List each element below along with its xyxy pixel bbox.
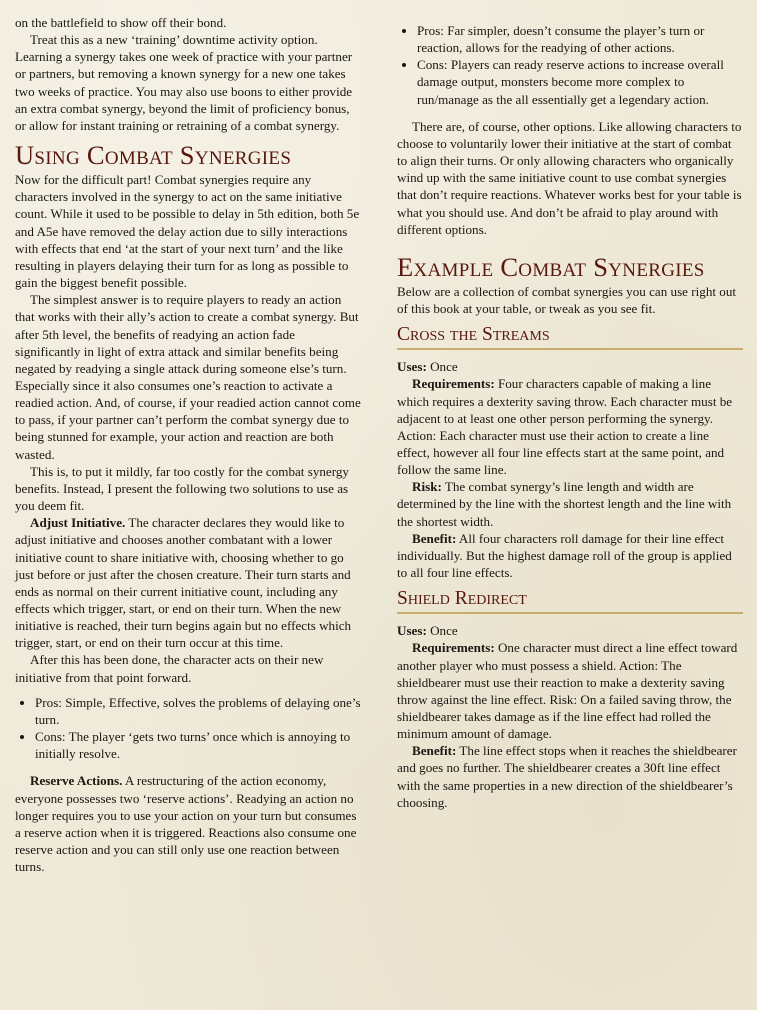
paragraph-battlefield: on the battlefield to show off their bond.	[15, 15, 227, 30]
cross-uses	[397, 358, 743, 375]
risk-text: The combat synergy’s line length and width are determined by the line with the shortest length and the line with the shortest width.	[397, 479, 732, 529]
risk-label: Risk:	[412, 479, 442, 495]
adjust-initiative-text: The character declares they would like to adjust initiative and chooses another combatant with a lower initiative count to share initiative with, choosing whether to go just before or just after the chosen creature. Their turn starts and ends as normal on their current initiative count, including any effects which trigger, start, or end on their turn. When the new initiative is reached, their turn begins again but no effects which trigger, start, or end on their turn occur at this time.	[15, 515, 352, 651]
heading-example-combat-synergies: Example Combat Synergies	[397, 251, 705, 282]
paragraph-reserve-actions	[15, 772, 362, 875]
uses-text: Once	[426, 623, 458, 639]
paragraph-other-options: There are, of course, other options. Like allowing characters to choose to voluntarily lower their initiative at the start of combat to align their turns. Or only allowing characters who organically wind up with the same initiative count to use combat synergies that don’t require reactions. Whatever works best for your table is what you should use. And don’t be afraid to play around with different options.	[397, 118, 742, 237]
paragraph-collection: Below are a collection of combat synergies you can use right out of this book at your table, or tweak as you see fit.	[397, 283, 737, 317]
benefit-text: The line effect stops when it reaches the shieldbearer and goes no further. The shieldbearer creates a 30ft line effect with the same properties in a new direction of the shieldbearer’s choosing.	[397, 743, 737, 810]
requirements-text: Four characters capable of making a line which requires a dexterity saving throw. Each character must be adjacent to at least one other person performing the synergy. Action: Each character must use their action to create a line effect, however all four line effects start at the same point, and follow the same line.	[397, 376, 733, 478]
heading-shield-redirect: Shield Redirect	[397, 587, 743, 614]
paragraph-simplest-answer: The simplest answer is to require players to ready an action that works with their ally’s action to create a combat synergy. But after 5th level, the benefits of readying an action fade significantly in light of extra attack and similar benefits being negated by readying a single attack during someone else’s turn. Especially since it also consumes one’s reaction to activate a readied action. And, of course, if your readied action cannot come to pass, if your partner can’t perform the combat synergy due to being stunned for example, your action and reaction are both wasted.	[15, 292, 361, 462]
shield-benefit	[397, 742, 743, 811]
reserve-actions-label: Reserve Actions.	[30, 773, 123, 789]
cross-risk	[397, 478, 743, 529]
reserve-actions-text: A restructuring of the action economy, everyone possesses two ‘reserve actions’. Readying an action no longer requires you to use your action on your turn but consumes a reserve action when it is triggered. Reactions also consume one reserve action and you can still only use one reaction between turns.	[15, 773, 357, 875]
uses-label: Uses:	[397, 359, 427, 375]
paragraph-difficult-part: Now for the difficult part! Combat synergies require any characters involved in the synergy to act on the same initiative count. While it used to be possible to delay in 5th edition, both 5e and A5e have removed the delay action due to silly interactions with effects that end ‘at the start of your next turn’ and the like resulting in players delaying their turn for as long as possible to gain the biggest benefit possible.	[15, 172, 360, 291]
shield-requirements	[397, 639, 743, 742]
uses-text: Once	[426, 359, 458, 375]
adjust-initiative-label: Adjust Initiative.	[30, 515, 126, 531]
requirements-text: One character must direct a line effect toward another player who must possess a shield. Action: The shieldbearer must use their reaction to make a dexterity saving throw against the line effect. Risk: On a failed saving throw, the shieldbearer takes damage as if the line effect had rolled the minimum amount of damage.	[397, 640, 738, 742]
list-item-cons: • Cons: Players can ready reserve actions to increase overall damage output, monsters become more complex to run/manage as the all essentially get a legendary action.	[417, 56, 743, 107]
uses-label: Uses:	[397, 623, 427, 639]
paragraph-adjust-initiative	[15, 514, 362, 651]
cross-benefit	[397, 530, 743, 581]
paragraph-too-costly: This is, to put it mildly, far too costly for the combat synergy benefits. Instead, I present the following two solutions to use as you deem fit.	[15, 463, 349, 514]
adjust-initiative-pros-cons	[15, 694, 362, 763]
paragraph-after-this: After this has been done, the character acts on their new initiative from that point forward.	[15, 652, 324, 685]
right-column	[397, 14, 743, 811]
requirements-label: Requirements:	[412, 640, 495, 656]
heading-cross-the-streams: Cross the Streams	[397, 323, 743, 350]
list-item-pros: • Pros: Far simpler, doesn’t consume the player’s turn or reaction, allows for the readying of other actions.	[417, 22, 743, 56]
benefit-label: Benefit:	[412, 530, 457, 546]
shield-uses	[397, 622, 743, 639]
left-column	[15, 14, 362, 875]
list-item-cons: • Cons: The player ‘gets two turns’ once which is annoying to initially resolve.	[35, 728, 362, 762]
heading-using-combat-synergies: Using Combat Synergies	[15, 140, 292, 171]
benefit-label: Benefit:	[412, 743, 457, 759]
cross-requirements	[397, 375, 743, 478]
reserve-actions-pros-cons	[397, 22, 743, 108]
benefit-text: All four characters roll damage for their line effect individually. But the highest damage roll of the group is applied to all four line effects.	[397, 530, 732, 581]
paragraph-training: Treat this as a new ‘training’ downtime activity option. Learning a synergy takes one week of practice with your partner or partners, but removing a known synergy for a new one takes two weeks of practice. You may also use boons to either provide an extra combat synergy, beyond the limit of proficiency bonus, or allow for instant training or retraining of a combat synergy.	[15, 32, 353, 133]
list-item-pros: • Pros: Simple, Effective, solves the problems of delaying one’s turn.	[35, 694, 362, 728]
requirements-label: Requirements:	[412, 376, 495, 392]
